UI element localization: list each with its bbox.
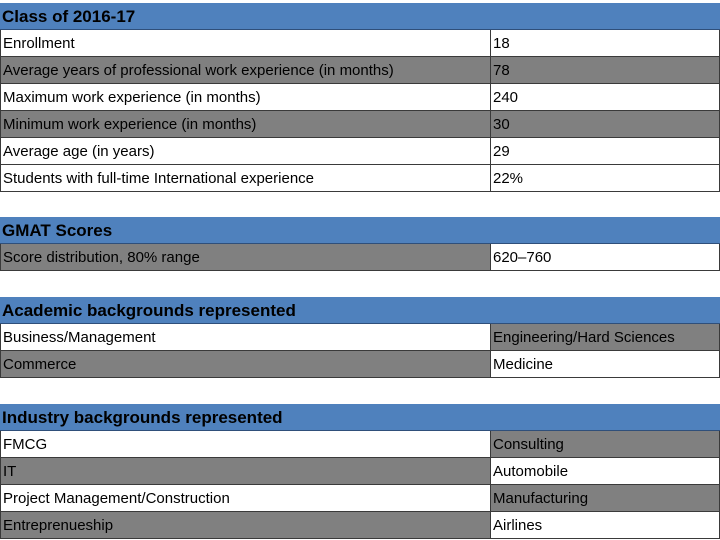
row-value: 240 (491, 84, 720, 111)
table-row (0, 485, 720, 512)
row-label: Maximum work experience (in months) (0, 84, 491, 111)
table-row (0, 324, 720, 351)
row-label: Average years of professional work experience (in months) (0, 57, 491, 84)
academic-backgrounds-table (0, 297, 720, 378)
row-label: Enrollment (0, 30, 491, 57)
table-row (0, 138, 720, 165)
table-row (0, 351, 720, 378)
table-row (0, 431, 720, 458)
row-value: Manufacturing (491, 485, 720, 512)
row-label: Project Management/Construction (0, 485, 491, 512)
row-value: 18 (491, 30, 720, 57)
row-label: FMCG (0, 431, 491, 458)
table-row (0, 111, 720, 138)
row-value: Airlines (491, 512, 720, 539)
row-label: Average age (in years) (0, 138, 491, 165)
industry-header: Industry backgrounds represented (0, 404, 720, 431)
class-profile-header: Class of 2016-17 (0, 3, 720, 30)
row-value: 29 (491, 138, 720, 165)
row-value: Engineering/Hard Sciences (491, 324, 720, 351)
row-label: IT (0, 458, 491, 485)
row-label: Entreprenueship (0, 512, 491, 539)
table-row (0, 512, 720, 539)
row-value: Consulting (491, 431, 720, 458)
row-label: Commerce (0, 351, 491, 378)
academic-header: Academic backgrounds represented (0, 297, 720, 324)
industry-backgrounds-table (0, 404, 720, 539)
row-value: Medicine (491, 351, 720, 378)
row-value: 78 (491, 57, 720, 84)
row-label: Business/Management (0, 324, 491, 351)
table-row (0, 84, 720, 111)
table-row (0, 244, 720, 271)
row-value: 620–760 (491, 244, 720, 271)
table-row (0, 30, 720, 57)
row-label: Students with full-time International experience (0, 165, 491, 192)
class-profile-table (0, 3, 720, 192)
row-label: Minimum work experience (in months) (0, 111, 491, 138)
table-row (0, 165, 720, 192)
table-row (0, 57, 720, 84)
row-value: Automobile (491, 458, 720, 485)
row-value: 30 (491, 111, 720, 138)
gmat-table (0, 217, 720, 271)
row-value: 22% (491, 165, 720, 192)
row-label: Score distribution, 80% range (0, 244, 491, 271)
table-row (0, 458, 720, 485)
gmat-header: GMAT Scores (0, 217, 720, 244)
